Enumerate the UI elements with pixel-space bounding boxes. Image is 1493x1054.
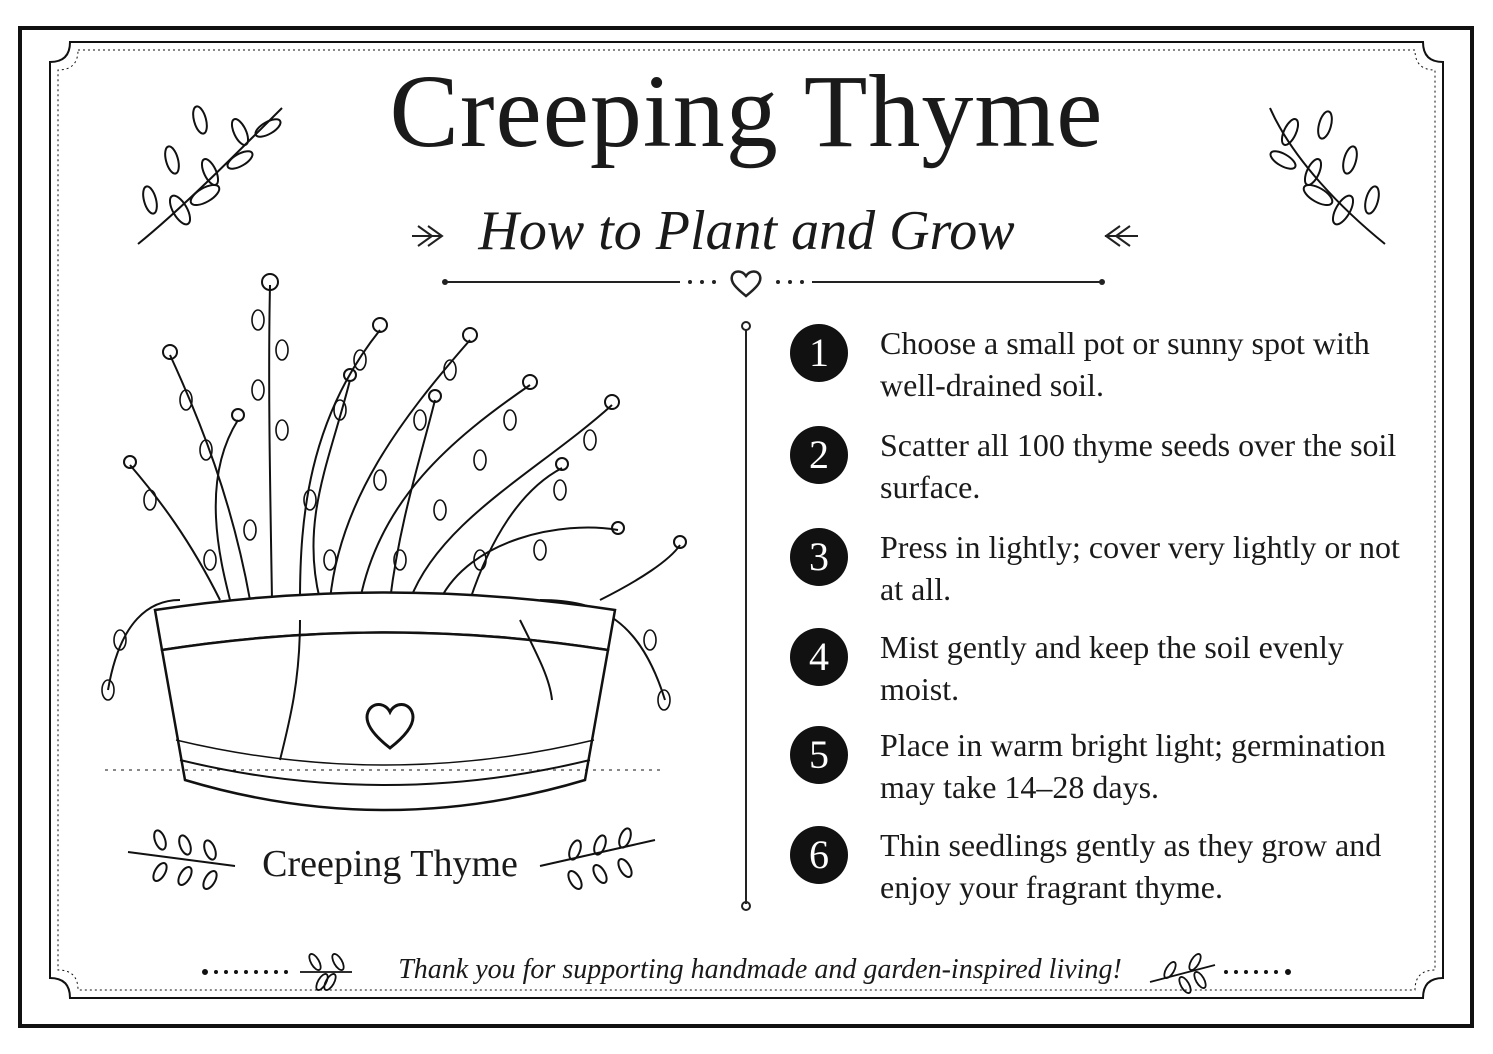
illustration-caption: Creeping Thyme [262, 843, 518, 885]
page-subtitle: How to Plant and Grow [478, 200, 1015, 262]
step-5 [790, 724, 1430, 814]
footer-message: Thank you for supporting handmade and garden-inspired living! [398, 954, 1122, 985]
step-number-badge: 2 [790, 426, 848, 484]
step-text: Thin seedlings gently as they grow and enjoy your fragrant thyme. [880, 827, 1382, 905]
step-number-badge: 1 [790, 324, 848, 382]
step-text: Choose a small pot or sunny spot with well-drained soil. [880, 325, 1370, 403]
page-title: Creeping Thyme [389, 54, 1104, 169]
heart-icon [732, 272, 761, 297]
vertical-divider [742, 322, 750, 910]
step-text: Scatter all 100 thyme seeds over the soil surface. [880, 427, 1397, 505]
step-text: Place in warm bright light; germination may take 14–28 days. [880, 727, 1386, 805]
sprig-icon [128, 829, 235, 891]
step-number-badge: 6 [790, 826, 848, 884]
step-number-badge: 3 [790, 528, 848, 586]
step-2 [790, 424, 1430, 514]
thyme-pot-illustration [102, 274, 686, 810]
header-divider [442, 272, 1105, 297]
step-4 [790, 626, 1430, 716]
step-3 [790, 526, 1430, 616]
step-6 [790, 824, 1430, 914]
step-number-badge: 4 [790, 628, 848, 686]
step-text: Press in lightly; cover very lightly or not at all. [880, 529, 1400, 607]
sprig-icon [540, 827, 655, 891]
step-text: Mist gently and keep the soil evenly moist. [880, 629, 1344, 707]
step-1 [790, 322, 1430, 412]
step-number-badge: 5 [790, 726, 848, 784]
